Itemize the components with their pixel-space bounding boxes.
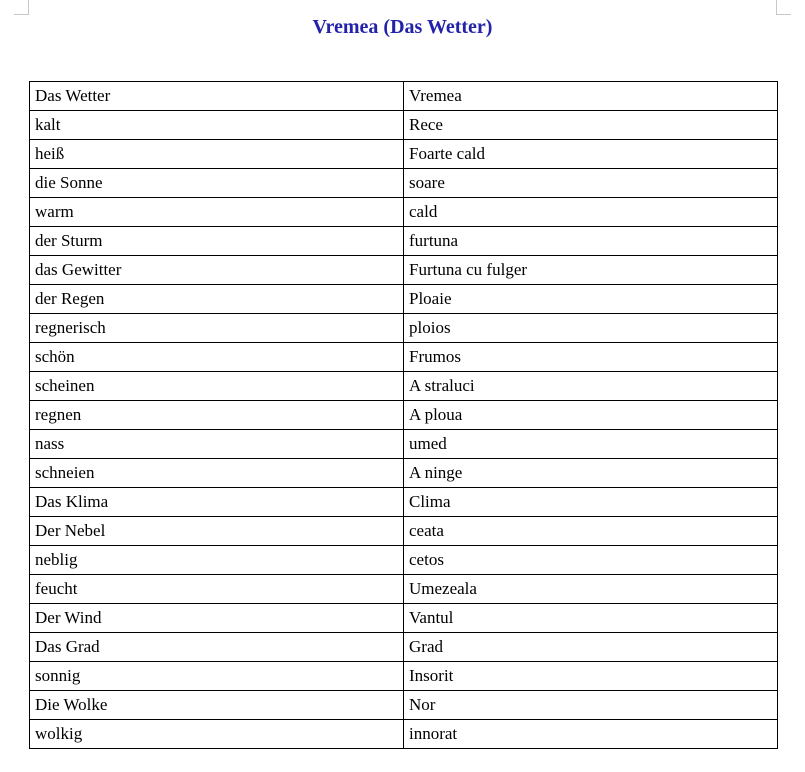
romanian-word-cell: A straluci <box>404 372 778 401</box>
romanian-word-cell: Grad <box>404 633 778 662</box>
romanian-word-cell: soare <box>404 169 778 198</box>
german-word-cell: warm <box>30 198 404 227</box>
table-row <box>30 459 778 488</box>
table-row <box>30 691 778 720</box>
table-row <box>30 314 778 343</box>
romanian-word-cell: innorat <box>404 720 778 749</box>
romanian-word-cell: umed <box>404 430 778 459</box>
romanian-word-cell: Rece <box>404 111 778 140</box>
table-row <box>30 662 778 691</box>
romanian-word-cell: Insorit <box>404 662 778 691</box>
german-word-cell: schön <box>30 343 404 372</box>
table-row <box>30 401 778 430</box>
table-row <box>30 198 778 227</box>
german-word-cell: regnen <box>30 401 404 430</box>
romanian-word-cell: ploios <box>404 314 778 343</box>
table-row <box>30 546 778 575</box>
romanian-word-cell: Clima <box>404 488 778 517</box>
german-word-cell: der Sturm <box>30 227 404 256</box>
table-row <box>30 488 778 517</box>
table-row <box>30 169 778 198</box>
german-word-cell: scheinen <box>30 372 404 401</box>
table-row <box>30 343 778 372</box>
romanian-word-cell: Vremea <box>404 82 778 111</box>
romanian-word-cell: Umezeala <box>404 575 778 604</box>
table-row <box>30 575 778 604</box>
table-row <box>30 604 778 633</box>
table-row <box>30 140 778 169</box>
german-word-cell: feucht <box>30 575 404 604</box>
table-row <box>30 517 778 546</box>
german-word-cell: nass <box>30 430 404 459</box>
romanian-word-cell: ceata <box>404 517 778 546</box>
romanian-word-cell: Furtuna cu fulger <box>404 256 778 285</box>
vocabulary-table-body <box>30 82 778 749</box>
document-title: Vremea (Das Wetter) <box>312 16 493 38</box>
german-word-cell: regnerisch <box>30 314 404 343</box>
german-word-cell: wolkig <box>30 720 404 749</box>
german-word-cell: Das Klima <box>30 488 404 517</box>
german-word-cell: Das Wetter <box>30 82 404 111</box>
romanian-word-cell: cetos <box>404 546 778 575</box>
german-word-cell: das Gewitter <box>30 256 404 285</box>
german-word-cell: Der Nebel <box>30 517 404 546</box>
romanian-word-cell: A ninge <box>404 459 778 488</box>
table-row <box>30 111 778 140</box>
romanian-word-cell: Nor <box>404 691 778 720</box>
table-row <box>30 720 778 749</box>
vocabulary-table <box>29 81 778 749</box>
german-word-cell: Die Wolke <box>30 691 404 720</box>
german-word-cell: schneien <box>30 459 404 488</box>
romanian-word-cell: Vantul <box>404 604 778 633</box>
table-row <box>30 633 778 662</box>
romanian-word-cell: cald <box>404 198 778 227</box>
table-row <box>30 82 778 111</box>
romanian-word-cell: A ploua <box>404 401 778 430</box>
german-word-cell: sonnig <box>30 662 404 691</box>
table-row <box>30 372 778 401</box>
german-word-cell: neblig <box>30 546 404 575</box>
romanian-word-cell: Foarte cald <box>404 140 778 169</box>
german-word-cell: Das Grad <box>30 633 404 662</box>
german-word-cell: kalt <box>30 111 404 140</box>
german-word-cell: heiß <box>30 140 404 169</box>
german-word-cell: der Regen <box>30 285 404 314</box>
table-row <box>30 227 778 256</box>
table-row <box>30 256 778 285</box>
romanian-word-cell: Frumos <box>404 343 778 372</box>
table-row <box>30 285 778 314</box>
table-row <box>30 430 778 459</box>
german-word-cell: Der Wind <box>30 604 404 633</box>
romanian-word-cell: Ploaie <box>404 285 778 314</box>
romanian-word-cell: furtuna <box>404 227 778 256</box>
german-word-cell: die Sonne <box>30 169 404 198</box>
